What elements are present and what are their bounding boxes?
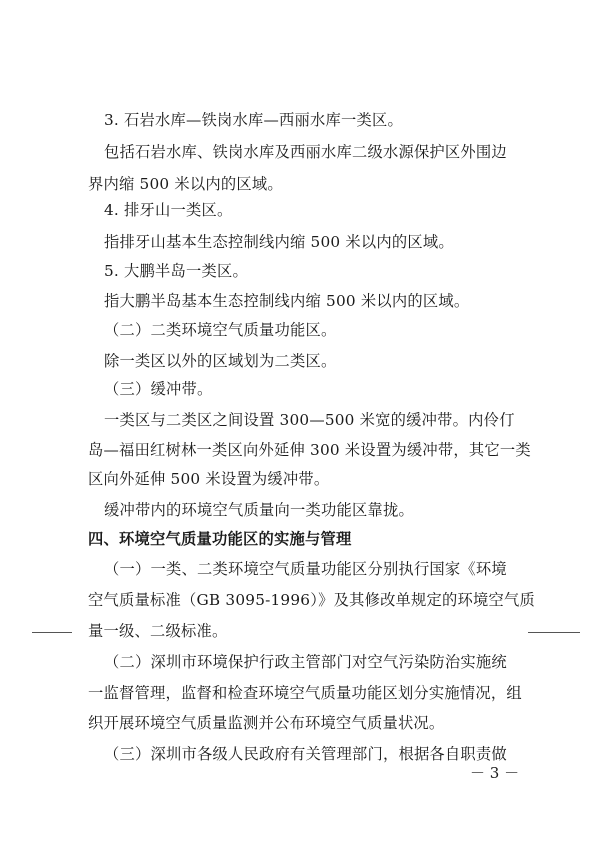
subsection-heading-3: （三）缓冲带。 [104,380,213,398]
list-item-3-heading: 3. 石岩水库—铁岗水库—西丽水库一类区。 [104,111,404,129]
paragraph-line: 一类区与二类区之间设置 300—500 米宽的缓冲带。内伶仃 [104,411,515,429]
section-heading-4: 四、环境空气质量功能区的实施与管理 [88,530,352,548]
paragraph-line: 指大鹏半岛基本生态控制线内缩 500 米以内的区域。 [104,292,470,310]
paragraph-line: 指排牙山基本生态控制线内缩 500 米以内的区域。 [104,233,454,251]
page-number: － 3 － [470,764,520,782]
subsection-heading-2: （二）二类环境空气质量功能区。 [104,321,337,339]
paragraph-line: 织开展环境空气质量监测并公布环境空气质量状况。 [88,714,445,732]
paragraph-line: （一）一类、二类环境空气质量功能区分别执行国家《环境 [104,560,507,578]
paragraph-line: 缓冲带内的环境空气质量向一类功能区靠拢。 [104,501,414,519]
paragraph-line: （二）深圳市环境保护行政主管部门对空气污染防治实施统 [104,653,507,671]
paragraph-line: 包括石岩水库、铁岗水库及西丽水库二级水源保护区外围边 [104,143,507,161]
paragraph-line: 除一类区以外的区域划为二类区。 [104,352,337,370]
paragraph-line: 空气质量标准（GB 3095-1996）》及其修改单规定的环境空气质 [88,591,536,609]
binding-rule-right [528,632,580,633]
paragraph-line: 量一级、二级标准。 [88,622,228,640]
paragraph-line: 一监督管理，监督和检查环境空气质量功能区划分实施情况，组 [88,684,522,702]
paragraph-line: 岛—福田红树林一类区向外延伸 300 米设置为缓冲带，其它一类 [88,441,531,459]
paragraph-line: 界内缩 500 米以内的区域。 [88,175,283,193]
list-item-4-heading: 4. 排牙山一类区。 [104,201,233,219]
binding-rule-left [32,632,72,633]
paragraph-line: 区向外延伸 500 米设置为缓冲带。 [88,470,330,488]
list-item-5-heading: 5. 大鹏半岛一类区。 [104,262,249,280]
paragraph-line: （三）深圳市各级人民政府有关管理部门，根据各自职责做 [104,745,507,763]
